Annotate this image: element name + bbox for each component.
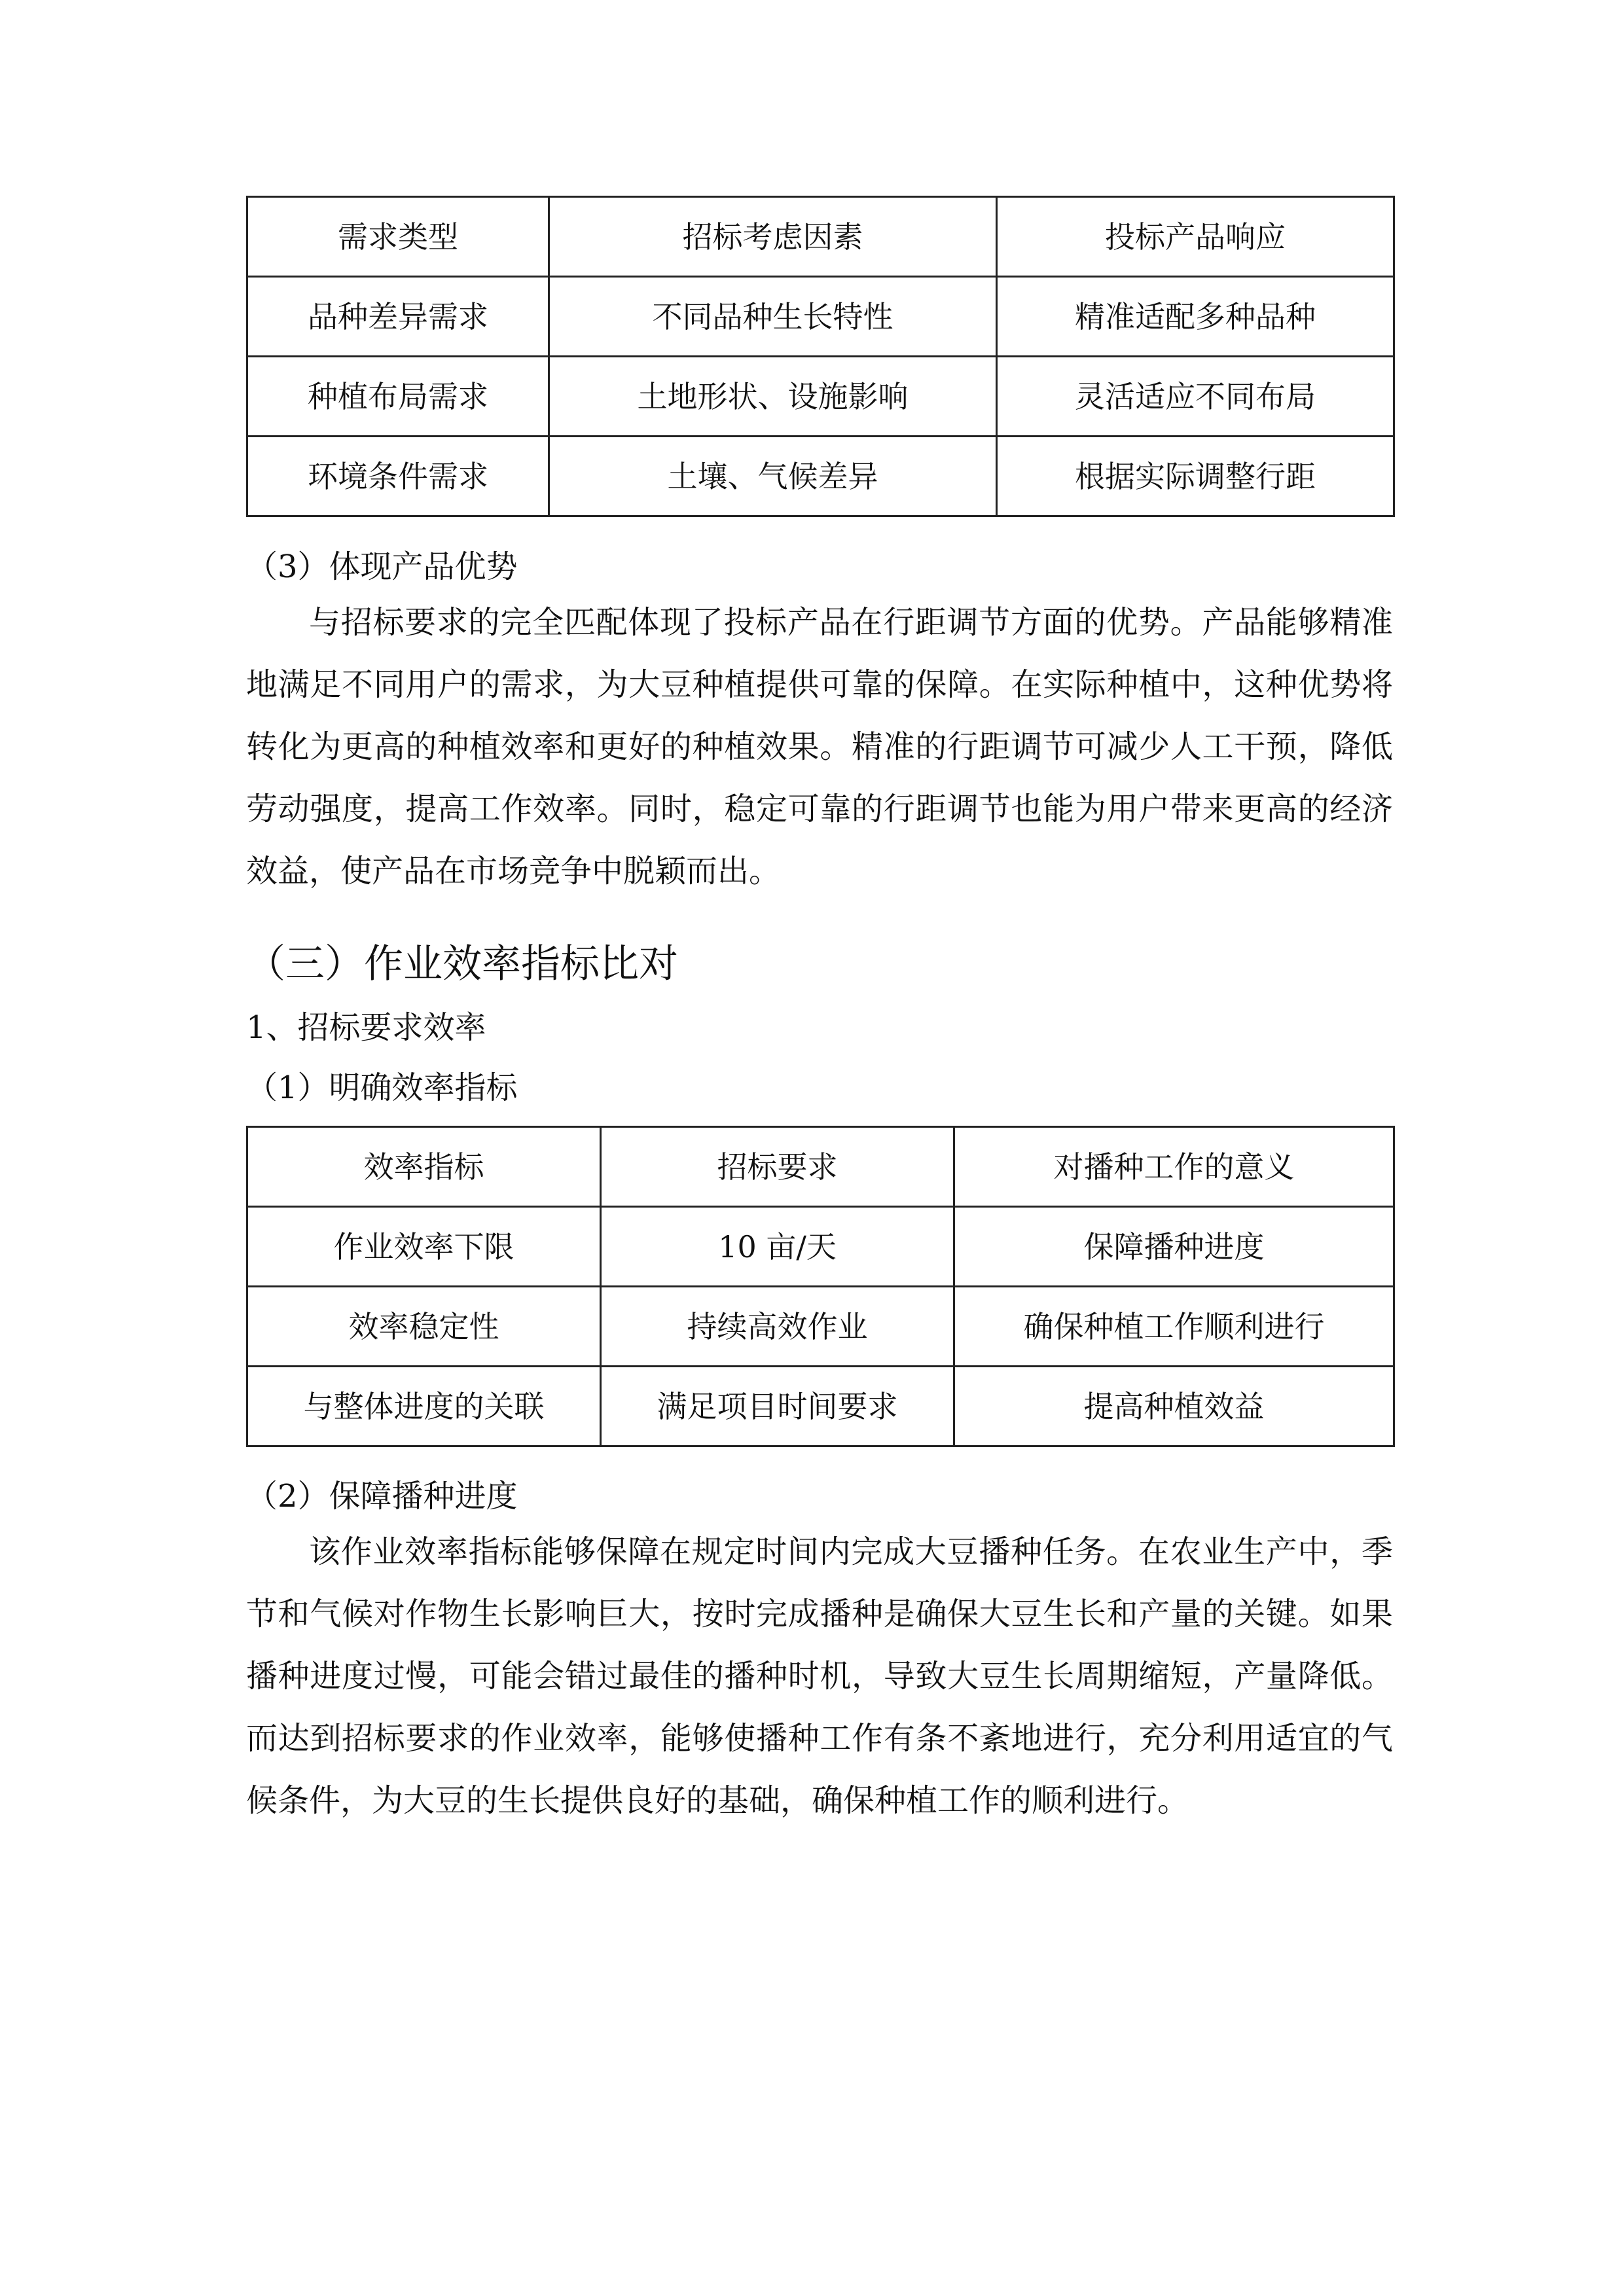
table-row [247, 277, 1394, 357]
table-row [247, 437, 1394, 516]
table-header-cell: 招标考虑因素 [549, 197, 997, 277]
table-cell: 种植布局需求 [247, 357, 549, 437]
table-cell: 环境条件需求 [247, 437, 549, 516]
table-row [247, 357, 1394, 437]
efficiency-table [246, 1126, 1395, 1447]
table-header-cell: 需求类型 [247, 197, 549, 277]
table-header-cell: 招标要求 [601, 1127, 954, 1207]
requirements-table [246, 196, 1395, 517]
table-cell: 灵活适应不同布局 [997, 357, 1394, 437]
body-paragraph: 该作业效率指标能够保障在规定时间内完成大豆播种任务。在农业生产中，季节和气候对作物生长影响巨大，按时完成播种是确保大豆生长和产量的关键。如果播种进度过慢，可能会错过最佳的播种时机，导致大豆生长周期缩短，产量降低。而达到招标要求的作业效率，能够使播种工作有条不紊地进行，充分利用适宜的气候条件，为大豆的生长提供良好的基础，确保种植工作的顺利进行。 [246, 1534, 1393, 1819]
table-header-row [247, 1127, 1394, 1207]
table-cell: 土地形状、设施影响 [549, 357, 997, 437]
table-cell: 确保种植工作顺利进行 [954, 1287, 1394, 1367]
subheading: （1）明确效率指标 [246, 1069, 518, 1106]
table-cell: 精准适配多种品种 [997, 277, 1394, 357]
table-header-row [247, 197, 1394, 277]
section-title: （2）保障播种进度 [246, 1478, 518, 1515]
section-heading: （三）作业效率指标比对 [246, 941, 678, 987]
table-cell: 提高种植效益 [954, 1367, 1394, 1446]
subheading: 1、招标要求效率 [246, 1009, 486, 1046]
table-cell: 持续高效作业 [601, 1287, 954, 1367]
table-header-cell: 效率指标 [247, 1127, 601, 1207]
table-row [247, 1367, 1394, 1446]
table-header-cell: 投标产品响应 [997, 197, 1394, 277]
table-header-cell: 对播种工作的意义 [954, 1127, 1394, 1207]
section-title: （3）体现产品优势 [246, 548, 518, 585]
table-row [247, 1287, 1394, 1367]
table-cell: 根据实际调整行距 [997, 437, 1394, 516]
table-cell: 不同品种生长特性 [549, 277, 997, 357]
table-cell: 与整体进度的关联 [247, 1367, 601, 1446]
table-cell: 满足项目时间要求 [601, 1367, 954, 1446]
table-cell: 作业效率下限 [247, 1207, 601, 1287]
table-cell: 品种差异需求 [247, 277, 549, 357]
table-cell: 土壤、气候差异 [549, 437, 997, 516]
table-cell: 10 亩/天 [601, 1207, 954, 1287]
table-cell: 保障播种进度 [954, 1207, 1394, 1287]
table-cell: 效率稳定性 [247, 1287, 601, 1367]
table-row [247, 1207, 1394, 1287]
body-paragraph: 与招标要求的完全匹配体现了投标产品在行距调节方面的优势。产品能够精准地满足不同用户的需求，为大豆种植提供可靠的保障。在实际种植中，这种优势将转化为更高的种植效率和更好的种植效果。精准的行距调节可减少人工干预，降低劳动强度，提高工作效率。同时，稳定可靠的行距调节也能为用户带来更高的经济效益，使产品在市场竞争中脱颖而出。 [246, 604, 1393, 889]
